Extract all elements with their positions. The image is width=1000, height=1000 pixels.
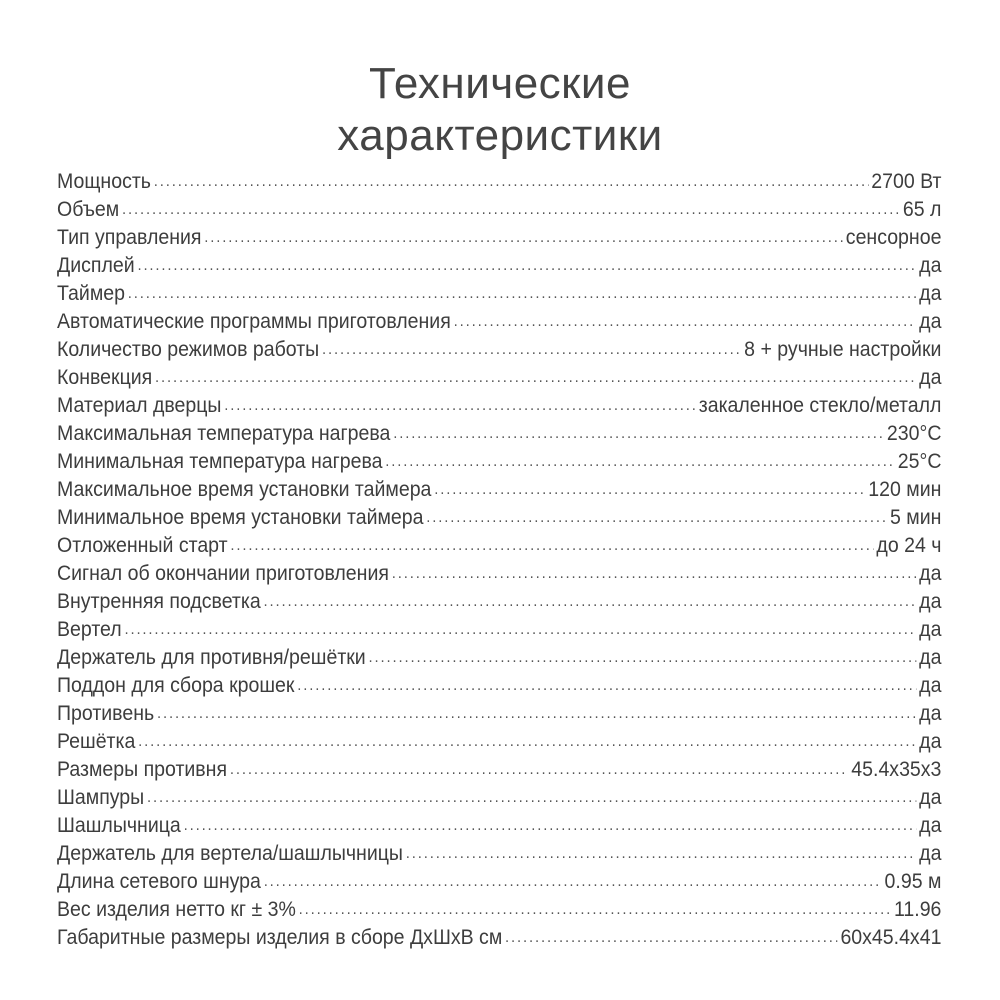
spec-value: закаленное стекло/металл xyxy=(698,394,942,417)
spec-value: да xyxy=(919,366,942,389)
spec-row-tray-holder xyxy=(57,644,941,672)
spec-label: Внутренняя подсветка xyxy=(57,590,261,613)
dot-leader xyxy=(392,560,917,588)
spec-row-baking-tray xyxy=(57,700,941,728)
spec-label: Объем xyxy=(57,198,120,221)
spec-value: да xyxy=(919,618,942,641)
spec-label: Таймер xyxy=(57,282,125,305)
dot-leader xyxy=(138,728,916,756)
spec-label: Мощность xyxy=(57,170,151,193)
spec-value: 2700 Вт xyxy=(871,170,942,193)
page-title-line-1: Технические xyxy=(369,59,631,108)
dot-leader xyxy=(385,448,895,476)
spec-row-auto-programs xyxy=(57,308,941,336)
spec-row-display xyxy=(57,252,941,280)
spec-row-modes-count xyxy=(57,336,941,364)
spec-row-overall-dimensions xyxy=(57,924,941,952)
spec-label: Длина сетевого шнура xyxy=(57,870,261,893)
dot-leader xyxy=(230,756,849,784)
dot-leader xyxy=(299,896,892,924)
spec-label: Конвекция xyxy=(57,366,153,389)
spec-label: Размеры противня xyxy=(57,758,228,781)
spec-value: 230°С xyxy=(886,422,942,445)
spec-value: да xyxy=(919,730,942,753)
spec-row-grill-rack xyxy=(57,728,941,756)
spec-row-power xyxy=(57,168,941,196)
spec-row-spit-holder xyxy=(57,840,941,868)
spec-label: Материал дверцы xyxy=(57,394,222,417)
dot-leader xyxy=(322,336,741,364)
spec-row-rotisserie xyxy=(57,616,941,644)
spec-row-door-material xyxy=(57,392,941,420)
spec-label: Вертел xyxy=(57,618,122,641)
spec-row-cord-length xyxy=(57,868,941,896)
spec-value: сенсорное xyxy=(845,226,942,249)
dot-leader xyxy=(124,616,916,644)
spec-value: до 24 ч xyxy=(876,534,942,557)
spec-row-kebab-maker xyxy=(57,812,941,840)
spec-label: Сигнал об окончании приготовления xyxy=(57,562,389,585)
spec-row-max-temp xyxy=(57,420,941,448)
dot-leader xyxy=(505,924,838,952)
dot-leader xyxy=(264,868,882,896)
spec-value: 25°С xyxy=(897,450,942,473)
dot-leader xyxy=(128,280,917,308)
dot-leader xyxy=(230,532,873,560)
dot-leader xyxy=(406,840,917,868)
page-title-line-2: характеристики xyxy=(337,111,663,160)
spec-value: да xyxy=(919,842,942,865)
spec-label: Поддон для сбора крошек xyxy=(57,674,295,697)
spec-row-volume xyxy=(57,196,941,224)
spec-label: Автоматические программы приготовления xyxy=(57,310,451,333)
spec-row-delayed-start xyxy=(57,532,941,560)
spec-label: Шашлычница xyxy=(57,814,181,837)
spec-label: Максимальная температура нагрева xyxy=(57,422,391,445)
spec-row-timer xyxy=(57,280,941,308)
spec-value: да xyxy=(919,646,942,669)
spec-row-tray-size xyxy=(57,756,941,784)
spec-row-min-temp xyxy=(57,448,941,476)
spec-value: да xyxy=(919,702,942,725)
spec-row-net-weight xyxy=(57,896,941,924)
spec-label: Отложенный старт xyxy=(57,534,228,557)
spec-value: 120 мин xyxy=(868,478,942,501)
spec-label: Решётка xyxy=(57,730,136,753)
spec-value: 45.4х35х3 xyxy=(851,758,942,781)
dot-leader xyxy=(224,392,696,420)
spec-value: 0.95 м xyxy=(884,870,942,893)
spec-value: да xyxy=(919,814,942,837)
spec-value: да xyxy=(919,674,942,697)
dot-leader xyxy=(157,700,916,728)
dot-leader xyxy=(426,504,887,532)
dot-leader xyxy=(154,168,869,196)
spec-value: 65 л xyxy=(902,198,942,221)
spec-row-max-timer xyxy=(57,476,941,504)
spec-value: 60х45.4х41 xyxy=(840,926,942,949)
dot-leader xyxy=(369,644,917,672)
spec-value: да xyxy=(919,310,942,333)
spec-row-convection xyxy=(57,364,941,392)
spec-label: Шампуры xyxy=(57,786,145,809)
spec-label: Тип управления xyxy=(57,226,202,249)
spec-row-skewers xyxy=(57,784,941,812)
spec-value: да xyxy=(919,562,942,585)
dot-leader xyxy=(297,672,916,700)
spec-value: да xyxy=(919,254,942,277)
dot-leader xyxy=(454,308,917,336)
specifications-list xyxy=(57,168,942,952)
spec-label: Габаритные размеры изделия в сборе ДхШхВ см xyxy=(57,926,503,949)
spec-value: 11.96 xyxy=(894,898,942,921)
spec-label: Дисплей xyxy=(57,254,135,277)
spec-label: Противень xyxy=(57,702,155,725)
dot-leader xyxy=(155,364,916,392)
spec-row-interior-light xyxy=(57,588,941,616)
spec-label: Минимальная температура нагрева xyxy=(57,450,383,473)
dot-leader xyxy=(137,252,916,280)
dot-leader xyxy=(204,224,843,252)
spec-row-crumb-tray xyxy=(57,672,941,700)
spec-label: Максимальное время установки таймера xyxy=(57,478,432,501)
spec-label: Держатель для противня/решётки xyxy=(57,646,366,669)
spec-row-min-timer xyxy=(57,504,941,532)
dot-leader xyxy=(184,812,917,840)
spec-value: 8 + ручные настройки xyxy=(744,338,942,361)
page-title xyxy=(0,58,1000,162)
spec-value: да xyxy=(919,282,942,305)
spec-row-control-type xyxy=(57,224,941,252)
dot-leader xyxy=(434,476,865,504)
dot-leader xyxy=(393,420,884,448)
spec-label: Вес изделия нетто кг ± 3% xyxy=(57,898,296,921)
spec-label: Минимальное время установки таймера xyxy=(57,506,424,529)
spec-value: да xyxy=(919,786,942,809)
dot-leader xyxy=(147,784,916,812)
dot-leader xyxy=(122,196,900,224)
spec-value: 5 мин xyxy=(890,506,942,529)
dot-leader xyxy=(264,588,917,616)
spec-value: да xyxy=(919,590,942,613)
spec-label: Количество режимов работы xyxy=(57,338,320,361)
spec-label: Держатель для вертела/шашлычницы xyxy=(57,842,403,865)
spec-row-end-signal xyxy=(57,560,941,588)
